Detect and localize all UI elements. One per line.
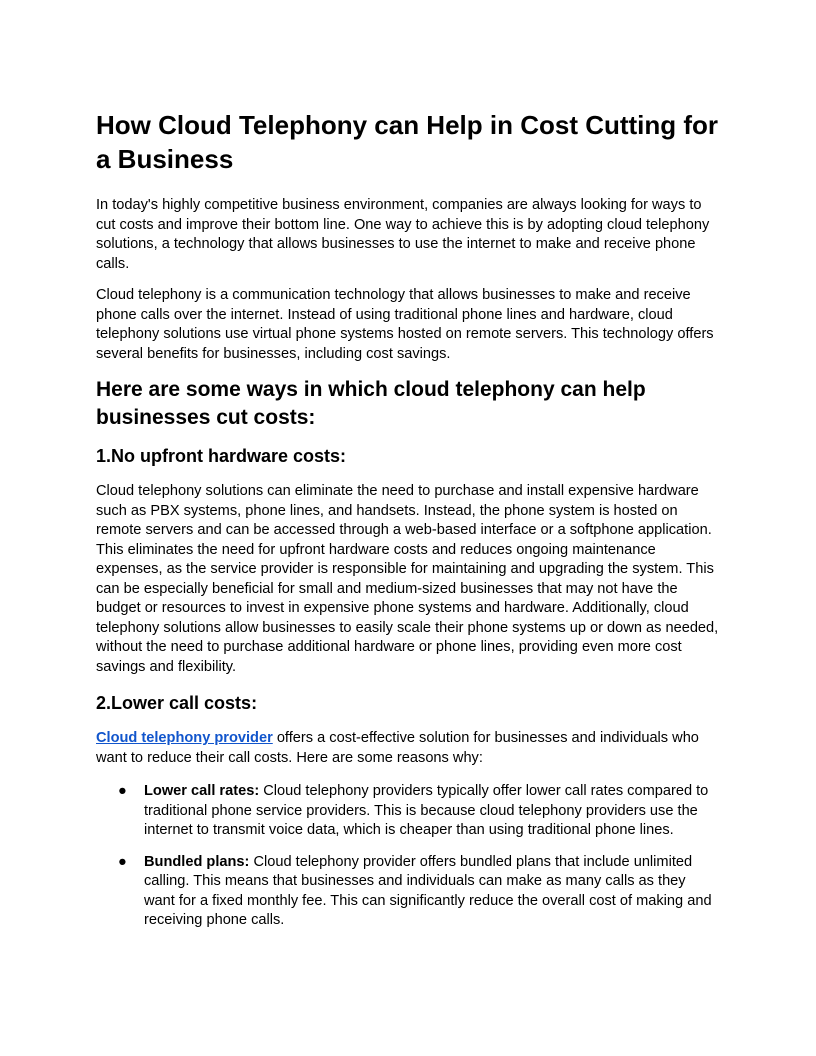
list-item-lead: Bundled plans: (144, 853, 250, 870)
list-item (96, 853, 720, 931)
section-2-intro (96, 729, 720, 768)
cloud-telephony-provider-link[interactable]: Cloud telephony provider (96, 730, 273, 746)
bullet-icon: ● (118, 783, 127, 799)
bullet-icon: ● (118, 853, 127, 870)
intro-paragraph-1: In today's highly competitive business environment, companies are always looking for ways to cut costs and improve their bottom line. One way to achieve this is by adopting cloud telephony solutions, a technology that allows businesses to use the internet to make and receive phone calls. (96, 197, 710, 272)
section-1-body: Cloud telephony solutions can eliminate the need to purchase and install expensive hardware such as PBX systems, phone lines, and handsets. Instead, the phone system is hosted on remote servers and can be accessed through a web-based interface or a softphone application. This eliminates the need for upfront hardware costs and reduces ongoing maintenance expenses, as the service provider is responsible for maintaining and upgrading the system. This can be especially beneficial for small and medium-sized businesses that may not have the budget or resources to invest in expensive phone systems and hardware. Additionally, cloud telephony solutions allow businesses to easily scale their phone systems up or down as needed, without the need to purchase additional hardware or phone lines, providing even more cost savings and flexibility. (96, 483, 719, 675)
section-2-intro-text: offers a cost-effective solution for businesses and individuals who want to reduce their call costs. Here are some reasons why: (96, 730, 699, 766)
ways-heading: Here are some ways in which cloud telephony can help businesses cut costs: (96, 378, 646, 429)
list-item-lead: Lower call rates: (144, 783, 260, 799)
intro-paragraph-2: Cloud telephony is a communication technology that allows businesses to make and receive phone calls over the internet. Instead of using traditional phone lines and hardware, cloud telephony solutions use virtual phone systems hosted on remote servers. This technology offers several benefits for businesses, including cost savings. (96, 287, 714, 362)
document-title: How Cloud Telephony can Help in Cost Cutting for a Business (96, 110, 719, 174)
document-page (96, 108, 720, 943)
reasons-list (96, 782, 720, 931)
section-1-heading: 1.No upfront hardware costs: (96, 446, 347, 466)
list-item-text: Cloud telephony provider offers bundled plans that include unlimited calling. This means that businesses and individuals can make as many calls as they want for a fixed monthly fee. This can significantly reduce the overall cost of making and receiving phone calls. (144, 853, 712, 928)
list-item-text: Cloud telephony providers typically offer lower call rates compared to traditional phone service providers. This is because cloud telephony providers use the internet to transmit voice data, which is cheaper than using traditional phone lines. (144, 783, 709, 838)
section-2-heading: 2.Lower call costs: (96, 693, 258, 713)
list-item (96, 782, 720, 841)
